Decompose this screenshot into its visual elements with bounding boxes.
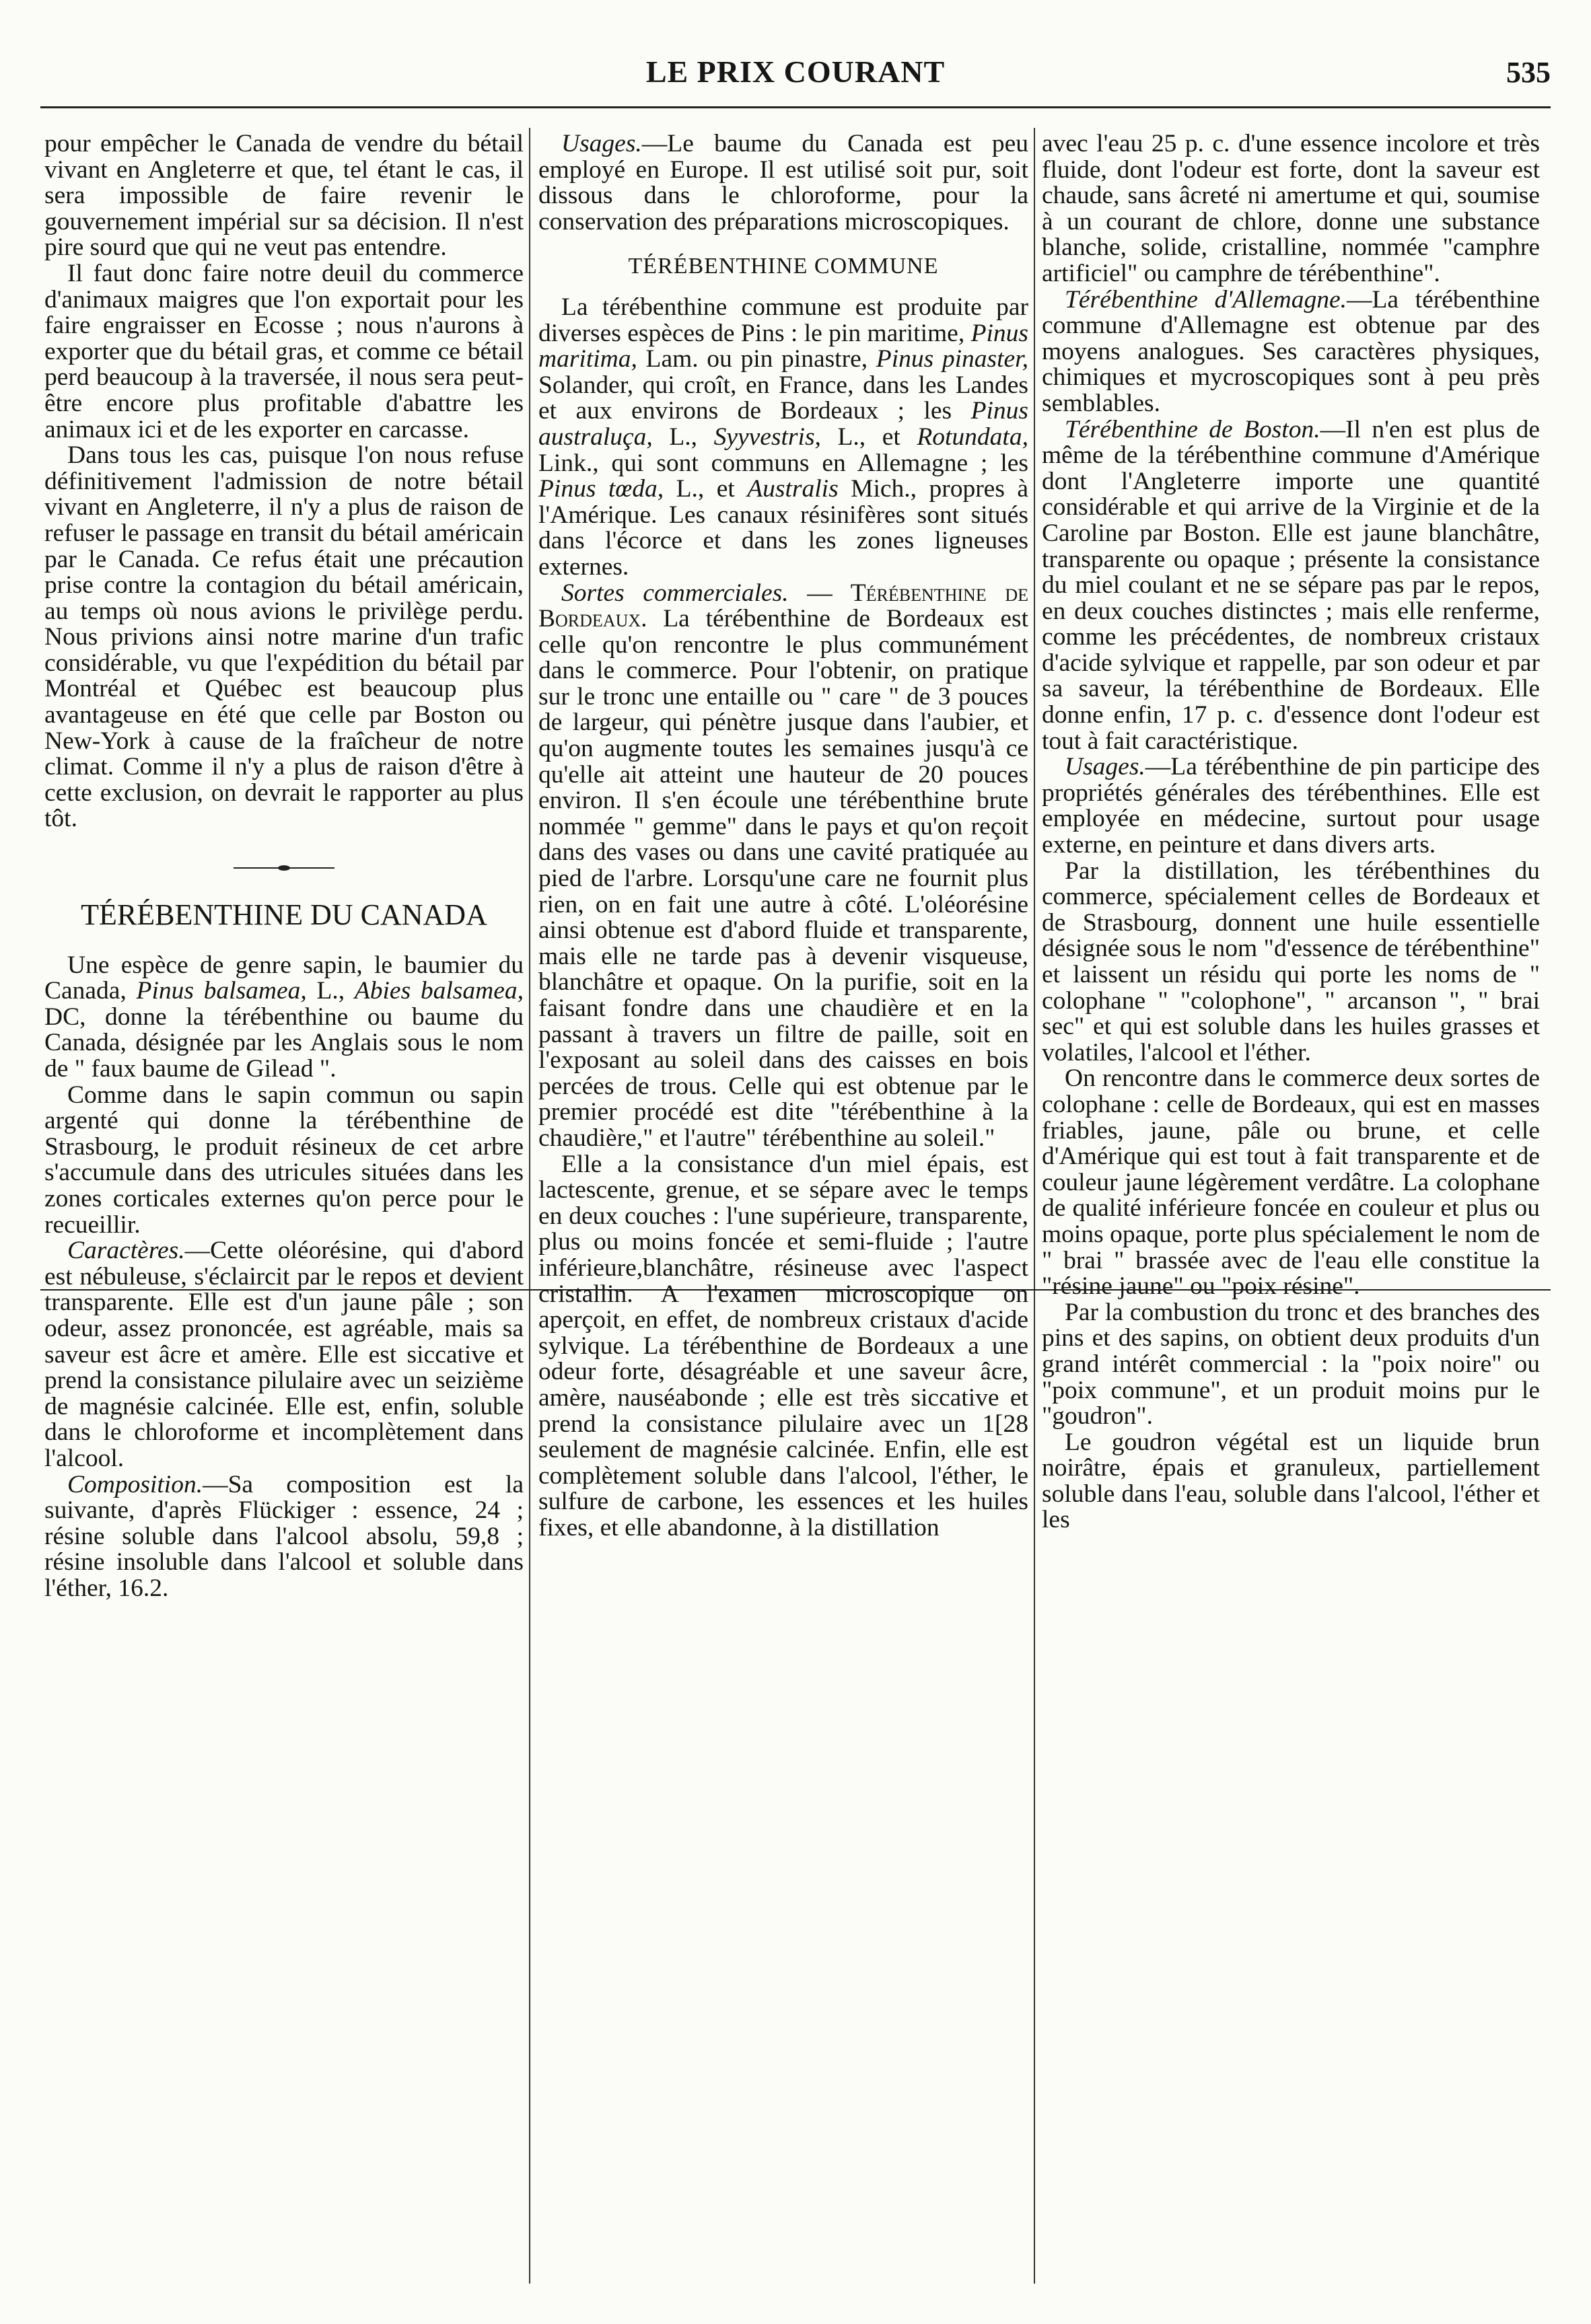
column-2 [538,131,1028,1541]
header-rule [40,106,1551,108]
paragraph: Une espèce de genre sapin, le baumier du Canada, Pinus balsamea, L., Abies balsamea, DC, donne la térébenthine ou baume du Canada, désignée par les Anglais sous le nom de " faux baume de Gilead ". [44,951,524,1083]
paragraph: Sortes commerciales. — Térébenthine de Bordeaux. La térébenthine de Bordeaux est celle qu'on rencontre le plus communément dans le commerce. Pour l'obtenir, on pratique sur le tronc une entaille ou " care " de 3 pouces de largeur, qui pénètre jusque dans l'aubier, et qu'on augmente toutes les semaines jusqu'à ce qu'elle ait atteint une hauteur de 20 pouces environ. Il s'en écoule une térébenthine brute nommée " gemme" dans le pays et qu'on reçoit dans des vases ou dans une cavité pratiquée au pied de l'arbre. Lorsqu'une care ne fournit plus rien, on en fait une autre à côté. L'oléorésine ainsi obtenue est d'abord fluide et transparente, mais elle ne tarde pas à devenir visqueuse, blanchâtre et opaque. On la purifie, soit en la faisant fondre dans une chaudière et en la passant à travers un filtre de paille, soit en l'exposant au soleil dans des caisses en bois percées de trous. Celle qui est obtenue par le premier procédé est dite "térébenthine à la chaudière," et l'autre" térébenthine au soleil." [538,579,1029,1152]
paragraph: Comme dans le sapin commun ou sapin argenté qui donne la térébenthine de Strasbourg, le produit résineux de cet arbre s'accumule dans des utricules situées dans les zones corticales externes qu'on perce pour le recueillir. [44,1081,524,1239]
paragraph: La térébenthine commune est produite par diverses espèces de Pins : le pin maritime, Pinus maritima, Lam. ou pin pinastre, Pinus pinaster, Solander, qui croît, en France, dans les Landes et aux environs de Bordeaux ; les Pinus australuça, L., Syyvestris, L., et Rotundata, Link., qui sont communs en Allemagne ; les Pinus tœda, L., et Australis Mich., propres à l'Amérique. Les canaux résinifères sont situés dans l'écorce et dans les zones ligneuses externes. [538,293,1028,581]
paragraph: Le goudron végétal est un liquide brun noirâtre, épais et granuleux, partiellement soluble dans l'eau, soluble dans l'alcool, l'éther et les [1042,1428,1540,1534]
paragraph: Térébenthine de Boston.—Il n'en est plus de même de la térébenthine commune d'Amérique dont l'Angleterre importe une quantité considérable et qui arrive de la Virginie et de la Caroline par Boston. Elle est jaune blanchâtre, transparente ou opaque ; présente la consistance du miel coulant et ne se sépare pas par le repos, en deux couches distinctes ; mais elle renferme, comme les précédentes, de nombreux cristaux d'acide sylvique et rappelle, par son odeur et par sa saveur, la térébenthine de Bordeaux. Elle donne enfin, 17 p. c. d'essence dont l'odeur est tout à fait caractéristique. [1042,415,1540,755]
paragraph: Usages.—La térébenthine de pin participe des propriétés générales des térébenthines. Elle est employée en médecine, surtout pour usage externe, en peinture et dans divers arts. [1042,753,1540,859]
paragraph: On rencontre dans le commerce deux sortes de colophane : celle de Bordeaux, qui est en masses friables, jaune, pâle ou brune, et celle d'Amérique qui est tout à fait transparente et de couleur jaune légèrement verdâtre. La colophane de qualité inférieure foncée en couleur et plus ou moins opaque, porte plus spécialement le nom de " brai " brassée avec de l'eau elle constitue la "résine jaune" ou "poix résine". [1042,1064,1540,1301]
paragraph: Térébenthine d'Allemagne.—La térébenthine commune d'Allemagne est obtenue par des moyens analogues. Ses caractères physiques, chimiques et mycroscopiques sont à peu près semblables. [1042,285,1540,417]
page-header [40,47,1551,101]
column-1 [44,131,524,1601]
paragraph: avec l'eau 25 p. c. d'une essence incolore et très fluide, dont l'odeur est forte, dont la saveur est chaude, sans âcreté ni amertume et qui, soumise à un courant de chlore, donne une substance blanche, solide, cristalline, nommée "camphre artificiel" ou camphre de térébenthine". [1042,130,1540,287]
paragraph: pour empêcher le Canada de vendre du bétail vivant en Angleterre et que, tel étant le cas, il sera impossible de faire revenir le gouvernement impérial sur sa décision. Il n'est pire sourd que qui ne veut pas entendre. [44,130,524,262]
paragraph: Composition.—Sa composition est la suivante, d'après Flückiger : essence, 24 ; résine soluble dans l'alcool absolu, 59,8 ; résine insoluble dans l'alcool et soluble dans l'éther, 16.2. [44,1470,524,1602]
section-heading: TÉRÉBENTHINE DU CANADA [81,898,487,932]
paragraph: Il faut donc faire notre deuil du commerce d'animaux maigres que l'on exportait pour les faire engraisser en Ecosse ; nous n'aurons à exporter que du bétail gras, et comme ce bétail perd beaucoup à la traversée, il nous sera peut-être encore plus profitable d'abattre les animaux ici et de les exporter en carcasse. [44,259,524,443]
column-divider-2 [1034,128,1035,2284]
separator-ornament [234,865,334,871]
column-divider-1 [529,128,530,2284]
paragraph: Elle a la consistance d'un miel épais, est lactescente, grenue, et se sépare avec le temps en deux couches : l'une supérieure, transparente, plus ou moins foncée et semi-fluide ; l'autre inférieure,blanchâtre, résineuse avec l'aspect cristallin. A l'examen microscopique on aperçoit, en effet, de nombreux cristaux d'acide sylvique. La térébenthine de Bordeaux a une odeur forte, désagréable et une saveur âcre, amère, nauséabonde ; elle est très siccative et prend la consistance pilulaire avec un 1[28 seulement de magnésie calcinée. Enfin, elle est complètement soluble dans l'alcool, l'éther, le sulfure de carbone, les essences et les huiles fixes, et elle abandonne, à la distillation [538,1150,1028,1541]
paragraph: Par la distillation, les térébenthines du commerce, spécialement celles de Bordeaux et de Strasbourg, donnent une huile essentielle désignée sous le nom "d'essence de térébenthine" et laissent un résidu qui porte les noms de " colophane " "colophone", " arcanson ", " brai sec" et qui est soluble dans les huiles grasses et volatiles, l'alcool et l'éther. [1042,857,1540,1066]
running-title: LE PRIX COURANT [645,55,946,89]
paragraph: Usages.—Le baume du Canada est peu employé en Europe. Il est utilisé soit pur, soit dissous dans le chloroforme, pour la conservation des préparations microscopiques. [538,130,1028,235]
page-number: 535 [1506,56,1551,89]
column-3 [1042,131,1540,1533]
paragraph: Dans tous les cas, puisque l'on nous refuse définitivement l'admission de notre bétail vivant en Angleterre, il n'y a plus de raison de refuser le passage en transit du bétail américain par le Canada. Ce refus était une précaution prise contre la contagion du bétail américain, au temps où nous avions le privilège perdu. Nous privions ainsi notre marine d'un trafic considérable, vu que l'expédition du bétail par Montréal et Québec est beaucoup plus avantageuse en été que celle par Boston ou New-York à cause de la fraîcheur de notre climat. Comme il n'y a plus de raison d'être à cette exclusion, on devrait le rapporter au plus tôt. [44,441,524,833]
paragraph: Caractères.—Cette oléorésine, qui d'abord est nébuleuse, s'éclaircit par le repos et devient transparente. Elle est d'un jaune pâle ; son odeur, assez prononcée, est agréable, mais sa saveur est âcre et amère. Elle est siccative et prend la consistance pilulaire avec un seizième de magnésie calcinée. Elle est, enfin, soluble dans le chloroforme et incomplètement dans l'alcool. [44,1237,524,1472]
paragraph: Par la combustion du tronc et des branches des pins et des sapins, on obtient deux produits d'un grand intérêt commercial : la "poix noire" ou "poix commune", et un produit moins pur le "goudron". [1042,1298,1540,1430]
section-heading: TÉRÉBENTHINE COMMUNE [628,254,939,279]
